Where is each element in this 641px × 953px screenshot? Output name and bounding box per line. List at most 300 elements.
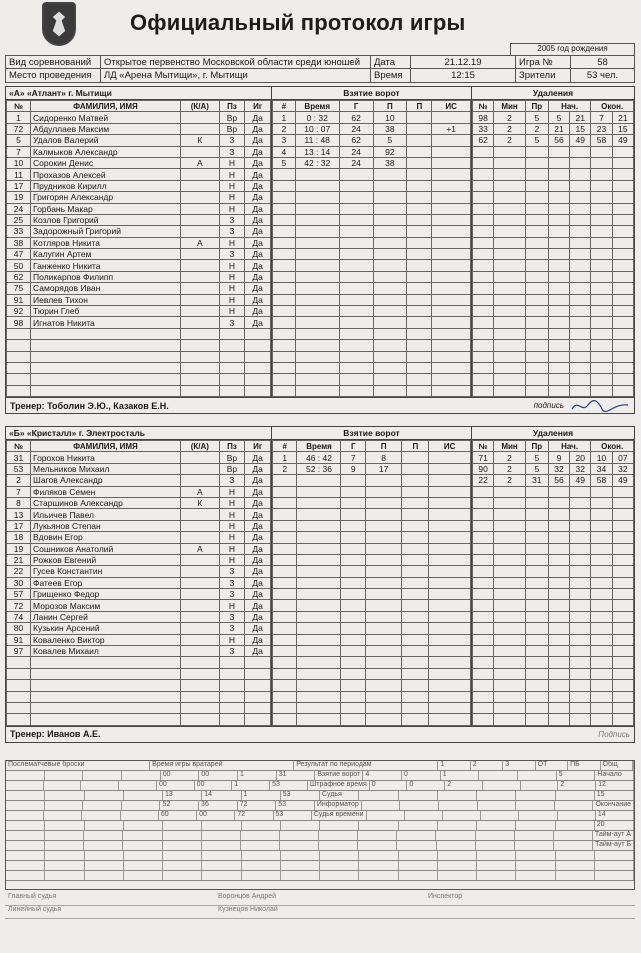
goal-row [273,374,471,385]
team-a-roster [6,100,271,397]
goal-row [273,226,471,237]
goal-number [273,294,296,305]
goal-number [273,192,296,203]
player-position: Н [219,600,245,611]
player-position: З [219,611,245,622]
penalty-pr [525,702,548,713]
penalty-pr [525,566,548,577]
goal-number [273,180,296,191]
penalty-pr [525,623,548,634]
summary-row [6,781,634,791]
team-b-roster [6,440,271,726]
player-name: Тюрин Глеб [31,306,181,317]
player-role [181,668,220,679]
summary-row [6,831,634,841]
penalty-pr [525,340,548,351]
period-score [555,801,594,810]
goal-time [295,351,339,362]
penalty-sm [548,566,569,577]
player-number: 19 [7,543,31,554]
player-played [245,328,271,339]
penalty-min [494,668,526,679]
penalty-em [591,509,612,520]
penalty-es [612,702,633,713]
period-score: 1 [441,771,480,780]
goal-row [273,112,471,123]
player-name: Сидоренко Матвей [31,112,181,123]
chief-referee-value: Воронцов Андрей [218,893,277,900]
penalty-min [494,214,526,225]
period-score [397,831,436,840]
goal-scorer [339,203,373,214]
shootout-cell [45,791,84,800]
period-score [359,821,398,830]
shootout-cell [124,791,163,800]
goal-row [273,362,471,373]
penalty-min [494,543,526,554]
goal-number: 5 [273,157,296,168]
penalty-num [473,203,494,214]
penalty-em [591,260,612,271]
penalty-pr: 5 [525,135,548,146]
period-score [554,841,593,850]
period-label: 3 [503,761,535,770]
summary-row [6,841,634,851]
penalty-em: 58 [591,135,612,146]
goal-number [273,486,297,497]
penalty-min [494,362,526,373]
goal-situation [432,340,471,351]
penalty-es [612,520,633,531]
player-played: Да [245,532,271,543]
penalty-num [473,680,494,691]
player-played: Да [245,589,271,600]
player-name: Иевлев Тихон [31,294,181,305]
player-number: 80 [7,623,31,634]
player-row [7,351,271,362]
penalty-ss [570,374,591,385]
player-played: Да [245,497,271,508]
penalty-ss [570,169,591,180]
goals-header-cell: П [365,441,401,452]
player-number: 18 [7,532,31,543]
goal-assist-1 [373,260,407,271]
goalie-time-cell [163,851,202,860]
summary-label: Штрафное время [308,781,370,790]
penalty-es [612,497,633,508]
penalty-pr [525,306,548,317]
period-score [359,861,398,870]
player-role [181,283,220,294]
goal-time [295,271,339,282]
goal-number: 3 [273,135,296,146]
goal-scorer [341,486,365,497]
penalty-es: 07 [612,452,633,463]
period-score [516,821,555,830]
goal-situation [432,237,471,248]
roster-header-cell: ФАМИЛИЯ, ИМЯ [31,101,181,112]
penalty-row [473,566,634,577]
penalty-min [494,146,526,157]
player-played: Да [245,260,271,271]
player-number: 38 [7,237,31,248]
penalty-min: 2 [494,135,526,146]
period-score [477,871,516,880]
penalty-sm [548,577,569,588]
penalty-num [473,657,494,668]
venue-label: Место проведения [6,69,101,82]
penalty-ss [570,714,591,725]
player-name: Сошников Анатолий [31,543,181,554]
penalty-pr: 2 [525,123,548,134]
penalty-row [473,146,634,157]
player-played [245,351,271,362]
shootout-cell [45,771,84,780]
goal-row [273,646,471,657]
penalty-pr [525,328,548,339]
goal-scorer [341,646,365,657]
player-role [181,328,220,339]
penalty-num [473,486,494,497]
penalty-pr [525,203,548,214]
penalty-pr: 31 [525,475,548,486]
goal-time [297,520,341,531]
shootout-cell [124,821,163,830]
penalty-sm [548,634,569,645]
penalty-es: 49 [612,135,633,146]
player-position [219,340,245,351]
goal-assist-1 [365,589,401,600]
goals-header-cell: Г [339,101,373,112]
period-label: ПБ [568,761,600,770]
player-row [7,668,271,679]
player-played [245,657,271,668]
penalty-em: 34 [591,463,612,474]
penalty-min [494,203,526,214]
goal-assist-1 [373,385,407,396]
penalty-row [473,294,634,305]
penalty-pr [525,146,548,157]
summary-label: Судья [320,791,359,800]
penalty-es [612,214,633,225]
player-role [181,362,220,373]
goal-assist-2 [402,486,429,497]
penalty-row [473,554,634,565]
period-score: 0 [402,771,441,780]
game-summary [5,760,635,890]
player-played: Да [245,611,271,622]
player-role [181,271,220,282]
inspector-label: Инспектор [428,893,463,900]
penalty-es: 49 [612,475,633,486]
penalty-ss [570,260,591,271]
penalty-sm [548,226,569,237]
penalty-row [473,691,634,702]
player-name [31,385,181,396]
shootout-cell [84,831,123,840]
goal-situation [432,374,471,385]
goal-time [295,260,339,271]
game-time-cell [595,871,634,880]
player-number: 75 [7,283,31,294]
player-name [31,680,181,691]
game-number-value: 58 [597,57,608,68]
penalty-row [473,589,634,600]
goal-row [273,203,471,214]
shootout-cell [85,791,124,800]
penalty-min [494,623,526,634]
player-position: З [219,135,245,146]
penalty-min: 2 [494,475,526,486]
player-name: Вдовин Егор [31,532,181,543]
period-score [358,831,397,840]
summary-shootout-header: Послематчевые броски [6,761,150,770]
player-number: 19 [7,192,31,203]
player-number: 92 [7,306,31,317]
goal-scorer [341,509,365,520]
penalty-ss [570,294,591,305]
goal-row [273,340,471,351]
penalty-num [473,294,494,305]
roster-header-cell: Пз [219,101,245,112]
game-meta [5,55,635,83]
goal-row [273,497,471,508]
player-played: Да [245,294,271,305]
goal-assist-2 [402,691,429,702]
player-row [7,123,271,134]
penalty-num [473,306,494,317]
goal-situation [429,520,471,531]
club-logo-icon [42,2,76,46]
team-a-signature-label: подпись [533,401,564,411]
player-name: Саморядов Иван [31,283,181,294]
player-name: Коваленко Виктор [31,634,181,645]
penalty-sm [548,611,569,622]
goal-assist-1 [365,486,401,497]
shootout-cell [45,871,84,880]
penalty-pr [525,180,548,191]
goal-scorer [339,260,373,271]
goal-number [273,634,297,645]
goalie-time-cell: 53 [276,801,315,810]
goal-number [273,577,297,588]
penalty-pr [525,611,548,622]
penalty-es: 15 [612,123,633,134]
goalie-time-cell: 1 [232,781,270,790]
goal-row [273,589,471,600]
team-a-section [5,86,635,414]
penalty-pr [525,351,548,362]
player-played: Да [245,146,271,157]
goal-row [273,475,471,486]
linesman-label: Линейный судья [8,906,62,913]
goalie-time-cell [202,821,241,830]
goal-situation [432,306,471,317]
goal-scorer [341,532,365,543]
goal-number [273,554,297,565]
penalty-em [591,691,612,702]
penalty-min: 2 [494,112,526,123]
team-b-penalties-table [472,440,634,726]
goal-time [297,623,341,634]
player-row [7,691,271,702]
goal-situation [432,157,471,168]
penalty-em [591,214,612,225]
player-row [7,680,271,691]
penalty-sm [548,385,569,396]
game-time-cell: 12 [596,781,634,790]
player-number [7,668,31,679]
player-position: З [219,214,245,225]
game-time-cell: Окончание [593,801,634,810]
penalty-row [473,600,634,611]
penalty-num [473,385,494,396]
goal-time [297,509,341,520]
goal-time: 46 : 42 [297,452,341,463]
penalty-pr [525,157,548,168]
summary-row [6,861,634,871]
player-position: Н [219,543,245,554]
penalty-pr [525,691,548,702]
goal-number [273,306,296,317]
goal-situation [432,180,471,191]
goal-assist-1 [373,351,407,362]
goal-scorer [341,657,365,668]
penalty-min [494,237,526,248]
penalty-es [612,623,633,634]
period-score [399,791,438,800]
penalty-ss [570,566,591,577]
goal-assist-2 [402,554,429,565]
penalty-ss [570,611,591,622]
player-role [181,577,220,588]
penalty-sm [548,237,569,248]
player-role [181,463,220,474]
goal-assist-2 [402,577,429,588]
goal-scorer: 62 [339,112,373,123]
penalty-row [473,475,634,486]
player-number [7,702,31,713]
goal-assist-1 [373,169,407,180]
penalty-ss: 21 [570,112,591,123]
goal-row [273,157,471,168]
summary-row [6,821,634,831]
player-played: Да [245,283,271,294]
penalty-sm [548,374,569,385]
player-row [7,328,271,339]
player-row [7,486,271,497]
penalty-em [591,146,612,157]
penalty-ss [570,577,591,588]
goal-assist-2 [402,589,429,600]
penalty-es [612,589,633,600]
player-row [7,180,271,191]
player-row [7,634,271,645]
goal-scorer [341,668,365,679]
goals-header-cell: Время [295,101,339,112]
game-time-cell [595,861,634,870]
player-name: Калмыков Александр [31,146,181,157]
player-position: З [219,623,245,634]
penalty-em [591,680,612,691]
player-played: Да [245,306,271,317]
penalty-num [473,214,494,225]
goal-assist-2 [407,203,432,214]
penalty-em [591,577,612,588]
penalty-ss [570,328,591,339]
player-row [7,283,271,294]
goal-scorer [339,340,373,351]
penalty-em: 58 [591,475,612,486]
goal-scorer [341,634,365,645]
penalty-es [612,249,633,260]
player-position: Вр [219,112,245,123]
player-played: Да [245,520,271,531]
goal-number [273,543,297,554]
goal-number: 2 [273,463,297,474]
player-role [181,702,220,713]
player-name: Шагов Александр [31,475,181,486]
penalty-em [591,203,612,214]
player-number: 33 [7,226,31,237]
penalty-pr [525,509,548,520]
penalty-num [473,317,494,328]
goal-time: 0 : 32 [295,112,339,123]
penalty-sm [548,192,569,203]
goal-time: 52 : 36 [297,463,341,474]
penalty-num [473,646,494,657]
goal-assist-1 [365,543,401,554]
penalty-min: 2 [494,123,526,134]
goal-number [273,317,296,328]
goal-assist-2 [407,237,432,248]
penalty-num [473,543,494,554]
goal-assist-2 [407,226,432,237]
penalty-sm [548,623,569,634]
player-name [31,691,181,702]
player-position: Н [219,294,245,305]
goal-assist-1 [365,532,401,543]
player-name: Задорожный Григорий [31,226,181,237]
player-position: Н [219,532,245,543]
goal-time [295,328,339,339]
goalie-time-cell: 00 [197,811,235,820]
goal-time [297,657,341,668]
player-number: 91 [7,294,31,305]
team-b-section [5,426,635,743]
period-score [362,801,401,810]
penalty-row [473,340,634,351]
penalty-num [473,589,494,600]
goal-assist-2 [402,566,429,577]
player-role [181,646,220,657]
goal-scorer [339,362,373,373]
penalty-ss [570,634,591,645]
penalty-ss [570,203,591,214]
player-number: 5 [7,135,31,146]
penalty-es [612,714,633,725]
player-row [7,249,271,260]
goal-time [297,497,341,508]
goal-situation [429,600,471,611]
time-label: Время [371,69,411,82]
penalty-em [591,340,612,351]
goal-assist-1 [365,600,401,611]
penalty-num [473,497,494,508]
roster-header-cell: Пз [219,441,245,452]
goal-time [295,340,339,351]
penalty-pr: 5 [525,452,548,463]
